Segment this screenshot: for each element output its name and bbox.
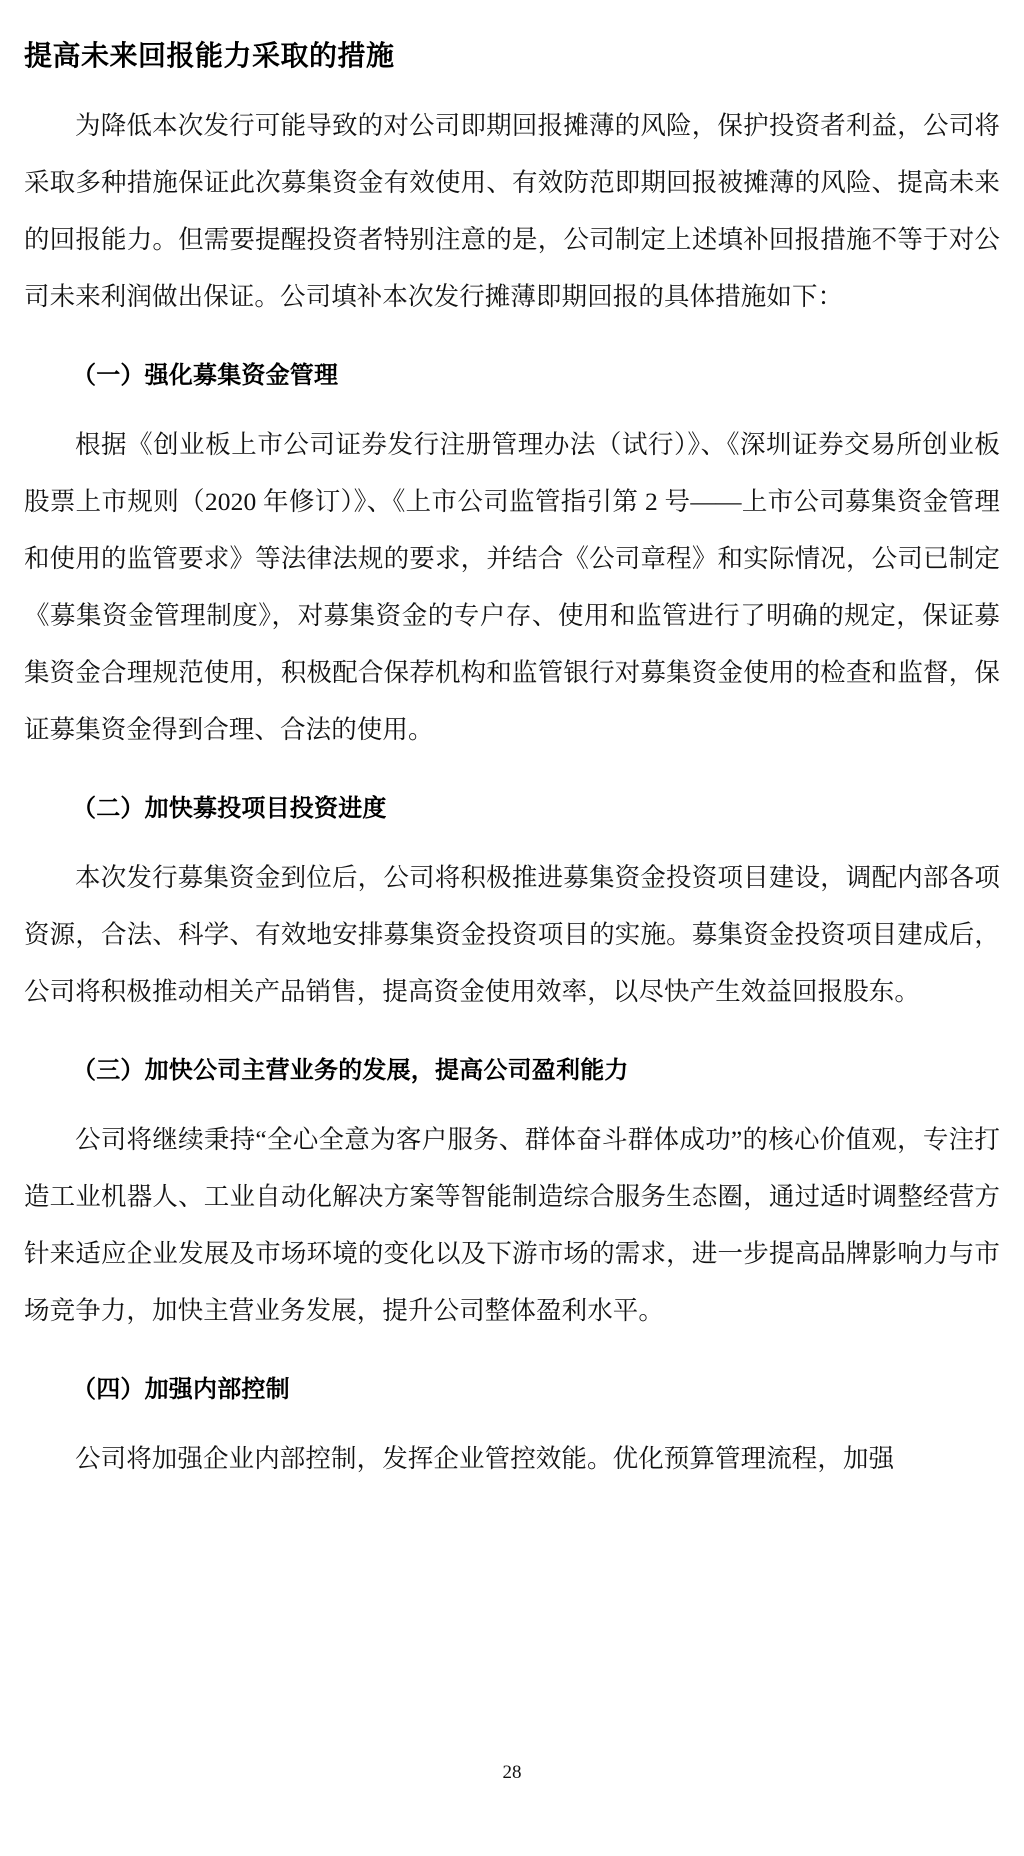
page-title: 提高未来回报能力采取的措施 [24, 39, 395, 72]
section-paragraph-2: 本次发行募集资金到位后，公司将积极推进募集资金投资项目建设，调配内部各项资源，合法、科学、有效地安排募集资金投资项目的实施。募集资金投资项目建成后，公司将积极推动相关产品销售，提高资金使用效率，以尽快产生效益回报股东。 [24, 863, 1000, 1006]
page-number: 28 [502, 1762, 522, 1783]
section-heading-4: （四）加强内部控制 [72, 1375, 290, 1403]
section-heading-1: （一）强化募集资金管理 [72, 361, 339, 389]
section-heading-3: （三）加快公司主营业务的发展，提高公司盈利能力 [72, 1056, 629, 1084]
section-paragraph-4: 公司将加强企业内部控制，发挥企业管控效能。优化预算管理流程，加强 [75, 1444, 895, 1473]
section-paragraph-1: 根据《创业板上市公司证券发行注册管理办法（试行）》、《深圳证券交易所创业板股票上市规则（2020 年修订）》、《上市公司监管指引第 2 号——上市公司募集资金管理和使用的监管要求》等法律法规的要求，并结合《公司章程》和实际情况，公司已制定《募集资金管理制度》，对募集资金的专户存、使用和监管进行了明确的规定，保证募集资金合理规范使用，积极配合保荐机构和监管银行对募集资金使用的检查和监督，保证募集资金得到合理、合法的使用。 [24, 430, 1000, 744]
section-paragraph-3: 公司将继续秉持“全心全意为客户服务、群体奋斗群体成功”的核心价值观，专注打造工业机器人、工业自动化解决方案等智能制造综合服务生态圈，通过适时调整经营方针来适应企业发展及市场环境的变化以及下游市场的需求，进一步提高品牌影响力与市场竞争力，加快主营业务发展，提升公司整体盈利水平。 [24, 1125, 1000, 1325]
section-heading-2: （二）加快募投项目投资进度 [72, 794, 387, 822]
intro-paragraph: 为降低本次发行可能导致的对公司即期回报摊薄的风险，保护投资者利益，公司将采取多种措施保证此次募集资金有效使用、有效防范即期回报被摊薄的风险、提高未来的回报能力。但需要提醒投资者特别注意的是，公司制定上述填补回报措施不等于对公司未来利润做出保证。公司填补本次发行摊薄即期回报的具体措施如下： [24, 111, 1000, 311]
